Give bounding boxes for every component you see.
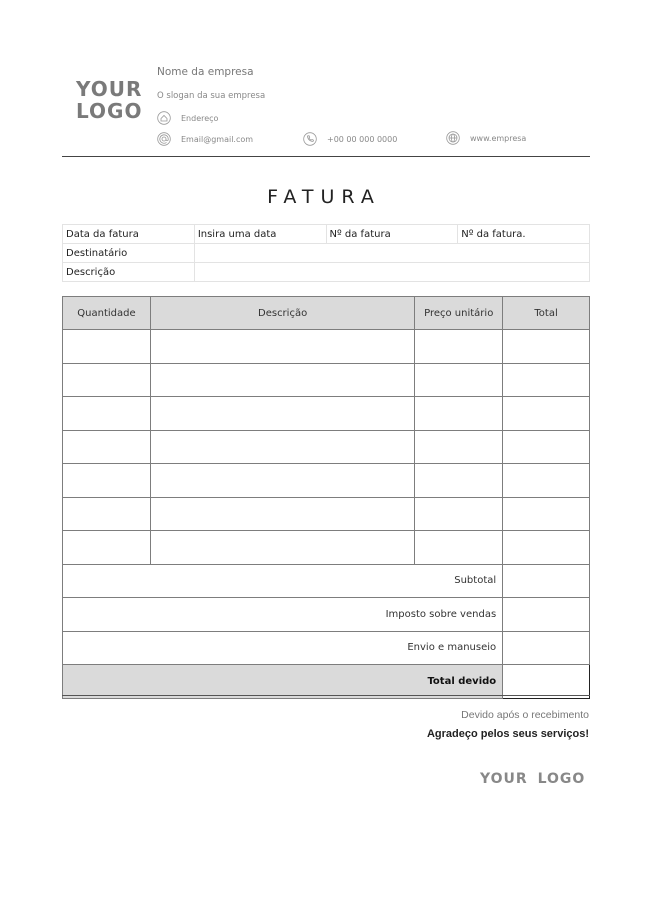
unit-price-cell[interactable]	[415, 330, 503, 364]
website-row	[446, 131, 526, 145]
header-divider	[62, 156, 590, 157]
logo-line-2: LOGO	[76, 99, 143, 123]
shipping-label: Envio e manuseio	[63, 631, 503, 665]
unit-price-cell[interactable]	[415, 464, 503, 498]
item-row	[63, 363, 590, 397]
description-field[interactable]	[194, 263, 589, 282]
description-cell[interactable]	[150, 397, 414, 431]
total-due-row	[63, 665, 590, 699]
at-icon	[157, 132, 171, 146]
column-unit-price: Preço unitário	[415, 297, 503, 330]
shipping-row	[63, 631, 590, 665]
total-due-label: Total devido	[63, 665, 503, 699]
description-cell[interactable]	[150, 363, 414, 397]
description-label: Descrição	[63, 263, 195, 282]
phone-icon	[303, 132, 317, 146]
total-cell[interactable]	[503, 363, 590, 397]
tax-value[interactable]	[503, 598, 590, 632]
number-field[interactable]: Nº da fatura.	[458, 225, 590, 244]
description-cell[interactable]	[150, 531, 414, 565]
invoice-info-table	[62, 224, 590, 282]
total-cell[interactable]	[503, 397, 590, 431]
unit-price-cell[interactable]	[415, 497, 503, 531]
unit-price-cell[interactable]	[415, 430, 503, 464]
item-row	[63, 430, 590, 464]
info-row	[63, 263, 590, 282]
item-row	[63, 497, 590, 531]
phone-row	[303, 132, 397, 146]
description-cell[interactable]	[150, 430, 414, 464]
globe-icon	[446, 131, 460, 145]
items-header-row	[63, 297, 590, 330]
total-cell[interactable]	[503, 497, 590, 531]
quantity-cell[interactable]	[63, 330, 151, 364]
total-cell[interactable]	[503, 330, 590, 364]
column-description: Descrição	[150, 297, 414, 330]
item-row	[63, 464, 590, 498]
footer-logo: YOUR LOGO	[480, 771, 586, 787]
recipient-field[interactable]	[194, 244, 589, 263]
info-row	[63, 225, 590, 244]
quantity-cell[interactable]	[63, 531, 151, 565]
quantity-cell[interactable]	[63, 497, 151, 531]
description-cell[interactable]	[150, 330, 414, 364]
total-cell[interactable]	[503, 531, 590, 565]
subtotal-value[interactable]	[503, 564, 590, 598]
email-row	[157, 132, 253, 146]
recipient-label: Destinatário	[63, 244, 195, 263]
unit-price-cell[interactable]	[415, 531, 503, 565]
due-note: Devido após o recebimento	[461, 709, 589, 721]
number-label: Nº da fatura	[326, 225, 458, 244]
description-cell[interactable]	[150, 464, 414, 498]
info-row	[63, 244, 590, 263]
subtotal-row	[63, 564, 590, 598]
quantity-cell[interactable]	[63, 430, 151, 464]
total-cell[interactable]	[503, 464, 590, 498]
item-row	[63, 397, 590, 431]
address-text[interactable]: Endereço	[181, 113, 219, 123]
phone-text[interactable]: +00 00 000 0000	[327, 134, 398, 144]
quantity-cell[interactable]	[63, 363, 151, 397]
email-text[interactable]: Email@gmail.com	[181, 134, 254, 144]
company-name[interactable]: Nome da empresa	[157, 66, 254, 78]
date-label: Data da fatura	[63, 225, 195, 244]
invoice-title: FATURA	[267, 186, 381, 208]
address-row	[157, 111, 218, 125]
tax-row	[63, 598, 590, 632]
items-table	[62, 296, 590, 699]
shipping-value[interactable]	[503, 631, 590, 665]
column-quantity: Quantidade	[63, 297, 151, 330]
date-field[interactable]: Insira uma data	[194, 225, 326, 244]
logo-line-1: YOUR	[76, 77, 143, 101]
quantity-cell[interactable]	[63, 397, 151, 431]
column-total: Total	[503, 297, 590, 330]
tax-label: Imposto sobre vendas	[63, 598, 503, 632]
subtotal-label: Subtotal	[63, 564, 503, 598]
quantity-cell[interactable]	[63, 464, 151, 498]
thanks-note: Agradeço pelos seus serviços!	[426, 728, 589, 740]
item-row	[63, 531, 590, 565]
description-cell[interactable]	[150, 497, 414, 531]
total-due-value[interactable]	[503, 665, 590, 699]
company-slogan[interactable]: O slogan da sua empresa	[157, 91, 266, 101]
unit-price-cell[interactable]	[415, 397, 503, 431]
total-cell[interactable]	[503, 430, 590, 464]
unit-price-cell[interactable]	[415, 363, 503, 397]
item-row	[63, 330, 590, 364]
home-icon	[157, 111, 171, 125]
footer-divider	[62, 695, 590, 696]
website-text[interactable]: www.empresa	[470, 133, 527, 143]
company-logo	[76, 78, 142, 122]
